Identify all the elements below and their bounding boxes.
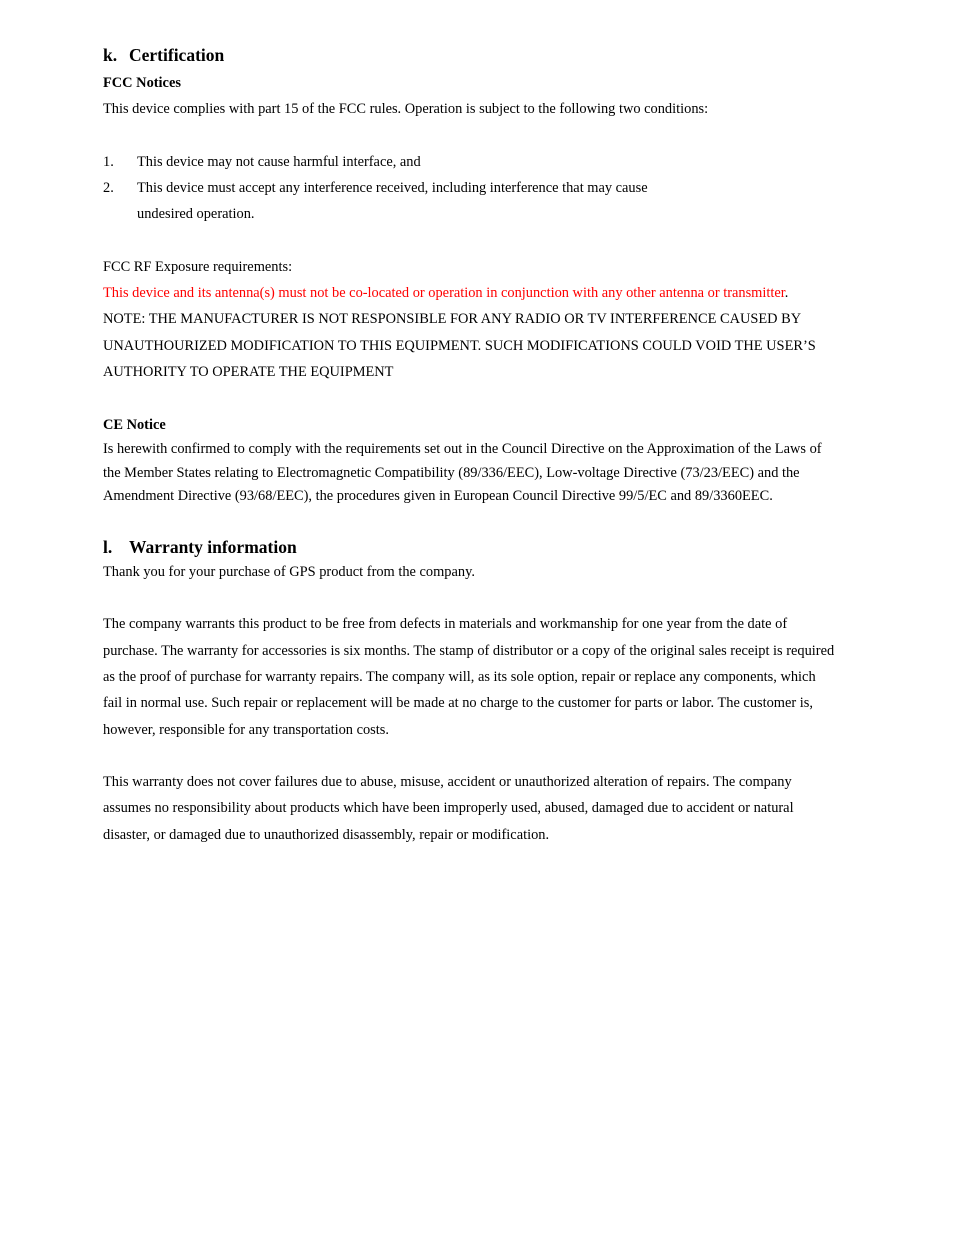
- warranty-text-line: fail in normal use. Such repair or replacement will be made at no charge to the customer for parts or labor. The customer is,: [103, 695, 813, 712]
- section-title: Certification: [129, 45, 225, 65]
- warranty-text-line: as the proof of purchase for warranty repairs. The company will, as its sole option, repair or replace any components, which: [103, 668, 816, 685]
- ce-text-line: Amendment Directive (93/68/EEC), the procedures given in European Council Directive 99/5/EC and 89/3360EEC.: [103, 488, 773, 505]
- ce-notice-heading: CE Notice: [103, 417, 166, 434]
- fcc-notices-heading: FCC Notices: [103, 75, 181, 91]
- spacer: [103, 227, 853, 253]
- warranty-exclusion-line: assumes no responsibility about products which have been improperly used, abused, damaged due to accident or natural: [103, 800, 794, 817]
- section-letter: l.: [103, 536, 113, 557]
- note-text-line: AUTHORITY TO OPERATE THE EQUIPMENT: [103, 363, 394, 380]
- section-letter: k.: [103, 45, 118, 65]
- warranty-text-line: The company warrants this product to be free from defects in materials and workmanship for one year from the date of: [103, 616, 788, 633]
- document-page: [103, 44, 853, 848]
- ce-text-line: Is herewith confirmed to comply with the requirements set out in the Council Directive on the Approximation of the Laws of: [103, 441, 822, 458]
- spacer: [103, 122, 853, 148]
- list-item-text: This device must accept any interference received, including interference that may cause: [137, 179, 648, 196]
- warranty-text-line: however, responsible for any transportation costs.: [103, 721, 389, 738]
- rf-warning-text: This device and its antenna(s) must not be co-located or operation in conjunction with any other antenna or transmitter: [103, 285, 785, 302]
- spacer: [103, 385, 853, 412]
- rf-exposure-heading: FCC RF Exposure requirements:: [103, 258, 293, 275]
- warranty-exclusion-line: disaster, or damaged due to unauthorized disassembly, repair or modification.: [103, 826, 550, 843]
- spacer: [103, 585, 853, 611]
- list-item: [103, 175, 853, 228]
- section-heading-certification: [103, 44, 853, 66]
- list-item-text: This device may not cause harmful interface, and: [137, 153, 421, 170]
- section-title: Warranty information: [129, 536, 297, 557]
- note-text-line: UNAUTHOURIZED MODIFICATION TO THIS EQUIPMENT. SUCH MODIFICATIONS COULD VOID THE USER’S: [103, 337, 816, 354]
- warranty-text-line: purchase. The warranty for accessories is six months. The stamp of distributor or a copy of the original sales receipt is required: [103, 642, 835, 659]
- list-item: [103, 149, 853, 175]
- section-heading-warranty: [103, 536, 853, 558]
- ce-text-line: the Member States relating to Electromagnetic Compatibility (89/336/EEC), Low-voltage Directive (73/23/EEC) and the: [103, 464, 800, 481]
- fcc-intro-text: This device complies with part 15 of the FCC rules. Operation is subject to the following two conditions:: [103, 101, 709, 117]
- spacer: [103, 743, 853, 769]
- warranty-exclusion-line: This warranty does not cover failures due to abuse, misuse, accident or unauthorized alteration of repairs. The company: [103, 774, 792, 791]
- list-item-text: undesired operation.: [137, 206, 255, 223]
- rf-warning-period: .: [784, 285, 789, 302]
- note-text-line: NOTE: THE MANUFACTURER IS NOT RESPONSIBLE FOR ANY RADIO OR TV INTERFERENCE CAUSED BY: [103, 311, 802, 328]
- rf-warning-line: [103, 280, 853, 306]
- fcc-conditions-list: [103, 149, 853, 228]
- list-item-number: 1.: [103, 153, 114, 170]
- warranty-thanks-text: Thank you for your purchase of GPS product from the company.: [103, 563, 475, 580]
- list-item-number: 2.: [103, 179, 114, 196]
